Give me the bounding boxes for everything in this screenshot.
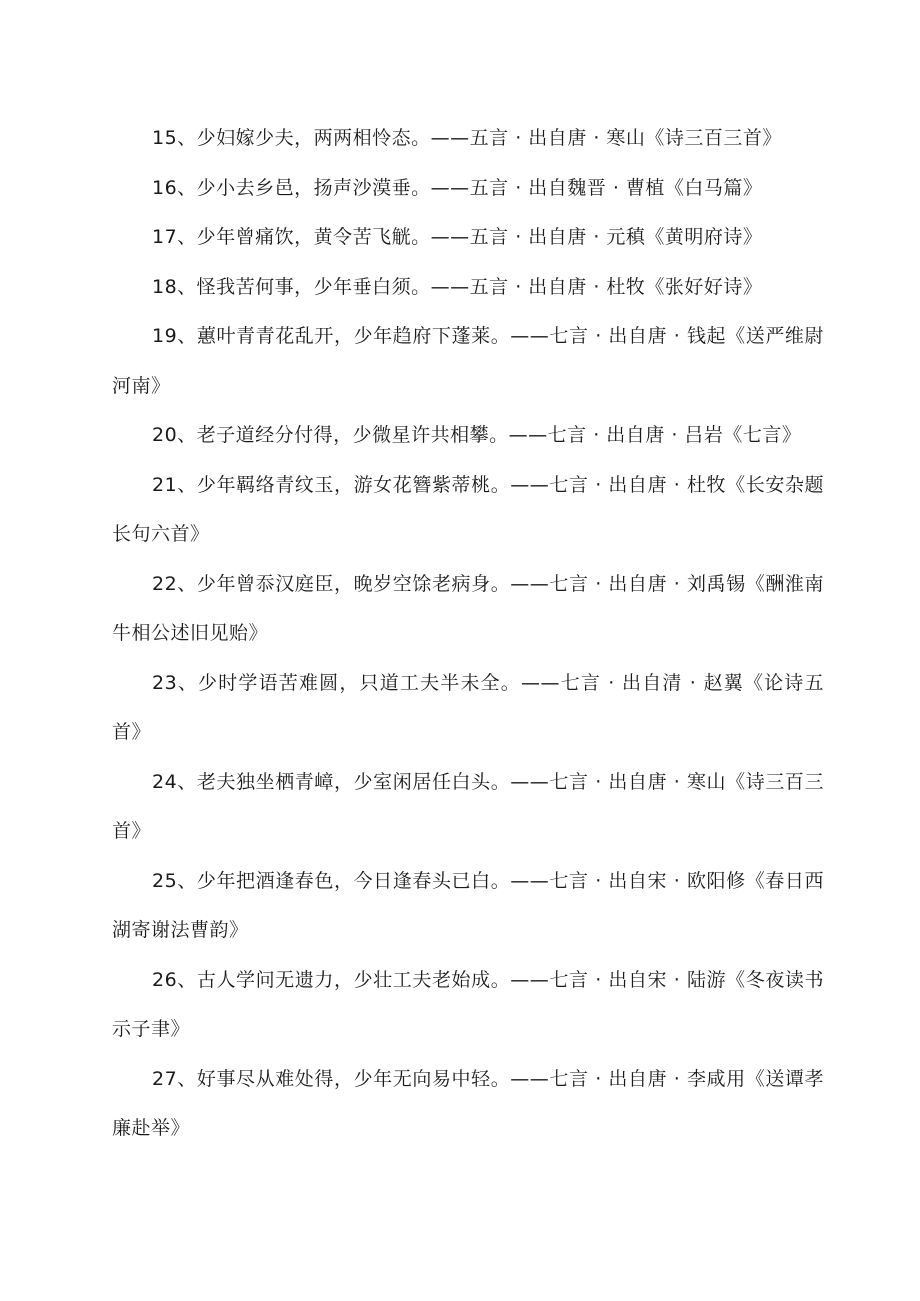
poem-entry-23: 23、少时学语苦难圆，只道工夫半未全。——七言 · 出自清 · 赵翼《论诗五首》 (112, 671, 824, 743)
poem-entry-16: 16、少小去乡邑，扬声沙漠垂。——五言 · 出自魏晋 · 曹植《白马篇》 (152, 176, 763, 199)
poem-entry-25: 25、少年把酒逢春色，今日逢春头已白。——七言 · 出自宋 · 欧阳修《春日西湖寄谢法曹韵》 (112, 869, 824, 941)
poem-entry-26: 26、古人学问无遗力，少壮工夫老始成。——七言 · 出自宋 · 陆游《冬夜读书示子聿》 (112, 968, 824, 1040)
poem-entry-15: 15、少妇嫁少夫，两两相怜态。——五言 · 出自唐 · 寒山《诗三百三首》 (152, 127, 782, 149)
poem-entry-18: 18、怪我苦何事，少年垂白须。——五言 · 出自唐 · 杜牧《张好好诗》 (152, 275, 763, 298)
poem-entry-22: 22、少年曾忝汉庭臣，晚岁空馀老病身。——七言 · 出自唐 · 刘禹锡《酬淮南牛相公述旧见贻》 (112, 572, 824, 644)
poem-entry-24: 24、老夫独坐栖青嶂，少室闲居任白头。——七言 · 出自唐 · 寒山《诗三百三首》 (112, 770, 824, 842)
poem-entry-19: 19、蕙叶青青花乱开，少年趋府下蓬莱。——七言 · 出自唐 · 钱起《送严维尉河南》 (112, 325, 824, 397)
poem-list (112, 114, 824, 1154)
poem-entry-21: 21、少年羁络青纹玉，游女花簪紫蒂桃。——七言 · 出自唐 · 杜牧《长安杂题长句六首》 (112, 473, 824, 545)
poem-entry-20: 20、老子道经分付得，少微星许共相攀。——七言 · 出自唐 · 吕岩《七言》 (152, 424, 802, 446)
poem-entry-17: 17、少年曾痛饮，黄令苦飞觥。——五言 · 出自唐 · 元稹《黄明府诗》 (152, 226, 763, 248)
poem-entry-27: 27、好事尽从难处得，少年无向易中轻。——七言 · 出自唐 · 李咸用《送谭孝廉赴举》 (112, 1067, 824, 1139)
